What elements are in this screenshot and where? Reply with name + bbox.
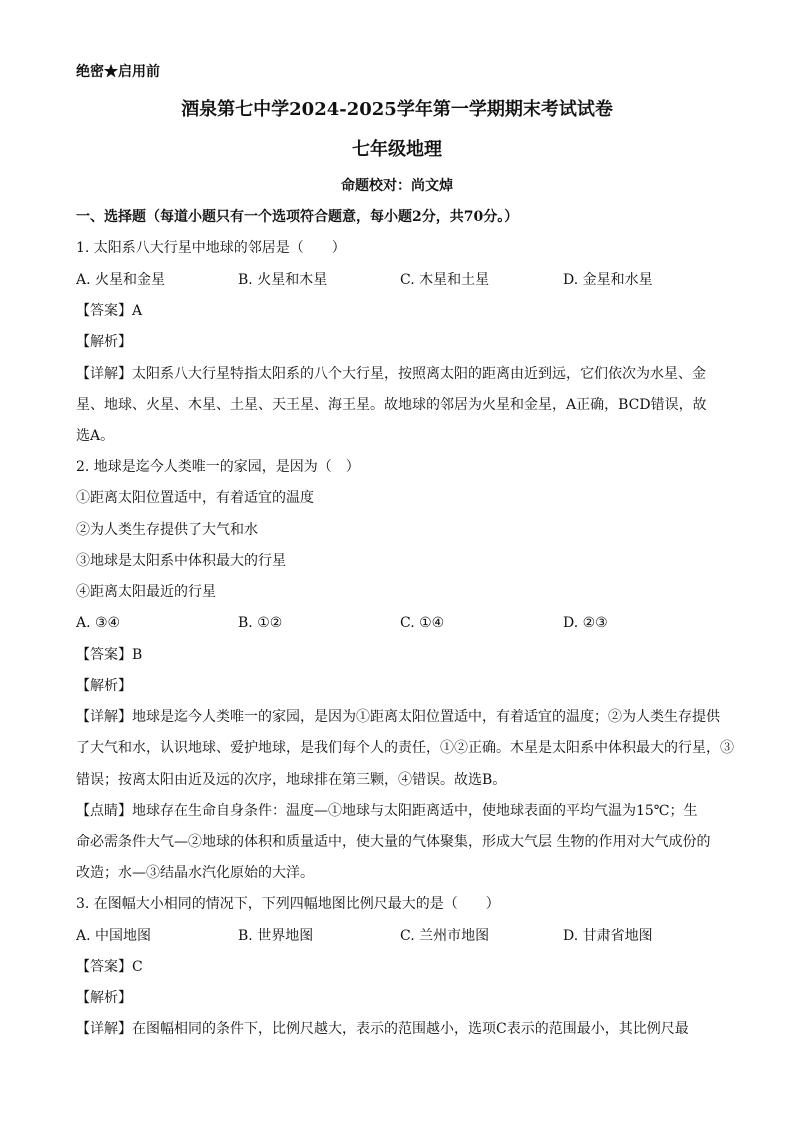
section-heading: 一、选择题（每道小题只有一个选项符合题意，每小题2分，共70分。） xyxy=(76,209,519,225)
author-line: 命题校对：尚文焯 xyxy=(341,178,453,194)
q2-statement: ③地球是太阳系中体积最大的行星 xyxy=(76,553,286,569)
q2-analysis: 【解析】 xyxy=(76,678,132,694)
q1-detail-line: 选A。 xyxy=(76,428,115,444)
q1-option-a: A. 火星和金星 xyxy=(76,272,166,288)
q1-option-d: D. 金星和水星 xyxy=(563,272,653,288)
q2-answer: 【答案】B xyxy=(76,647,143,663)
q2-option-c: C. ①④ xyxy=(400,615,445,631)
subject-title: 七年级地理 xyxy=(352,139,442,160)
q3-option-c: C. 兰州市地图 xyxy=(400,928,490,944)
q2-option-a: A. ③④ xyxy=(76,615,121,631)
q2-detail-line: 【详解】地球是迄今人类唯一的家园，是因为①距离太阳位置适中，有着适宜的温度；②为人类生存提供 xyxy=(76,709,720,725)
q3-analysis: 【解析】 xyxy=(76,990,132,1006)
q1-stem: 1. 太阳系八大行星中地球的邻居是（ ） xyxy=(76,240,346,256)
secret-label: 绝密★启用前 xyxy=(76,64,160,80)
q2-statement: ②为人类生存提供了大气和水 xyxy=(76,522,258,538)
q1-detail-line: 星、地球、火星、木星、土星、天王星、海王星。故地球的邻居为火星和金星，A正确，BCD错误，故 xyxy=(76,397,707,413)
q3-option-b: B. 世界地图 xyxy=(238,928,314,944)
q1-analysis: 【解析】 xyxy=(76,334,132,350)
q3-detail-line: 【详解】在图幅相同的条件下，比例尺越大，表示的范围越小，选项C表示的范围最小，其比例尺最 xyxy=(76,1021,689,1037)
q3-stem: 3. 在图幅大小相同的情况下，下列四幅地图比例尺最大的是（ ） xyxy=(76,896,500,912)
q2-stem: 2. 地球是迄今人类唯一的家园，是因为（ ） xyxy=(76,459,360,475)
q1-option-c: C. 木星和土星 xyxy=(400,272,490,288)
q1-answer: 【答案】A xyxy=(76,303,143,319)
q2-detail-line: 了大气和水，认识地球、爱护地球，是我们每个人的责任，①②正确。木星是太阳系中体积最大的行星，③ xyxy=(76,740,734,756)
q3-option-d: D. 甘肃省地图 xyxy=(563,928,653,944)
q3-answer: 【答案】C xyxy=(76,959,143,975)
q2-option-d: D. ②③ xyxy=(563,615,608,631)
q3-option-a: A. 中国地图 xyxy=(76,928,152,944)
q2-option-b: B. ①② xyxy=(238,615,283,631)
exam-title: 酒泉第七中学2024-2025学年第一学期期末考试试卷 xyxy=(181,99,613,120)
q2-note-line: 改造；水—③结晶水汽化原始的大洋。 xyxy=(76,865,314,881)
q2-detail-line: 错误；按离太阳由近及远的次序，地球排在第三颗，④错误。故选B。 xyxy=(76,772,507,788)
q2-note-line: 命必需条件大气—②地球的体积和质量适中，使大量的气体聚集，形成大气层 生物的作用对大气成份的 xyxy=(76,834,711,850)
q2-statement: ④距离太阳最近的行星 xyxy=(76,584,216,600)
q1-option-b: B. 火星和木星 xyxy=(238,272,328,288)
q1-detail-line: 【详解】太阳系八大行星特指太阳系的八个大行星，按照离太阳的距离由近到远，它们依次为水星、金 xyxy=(76,366,706,382)
q2-note-line: 【点睛】地球存在生命自身条件：温度—①地球与太阳距离适中，使地球表面的平均气温为15℃；生 xyxy=(76,803,698,819)
q2-statement: ①距离太阳位置适中，有着适宜的温度 xyxy=(76,490,314,506)
